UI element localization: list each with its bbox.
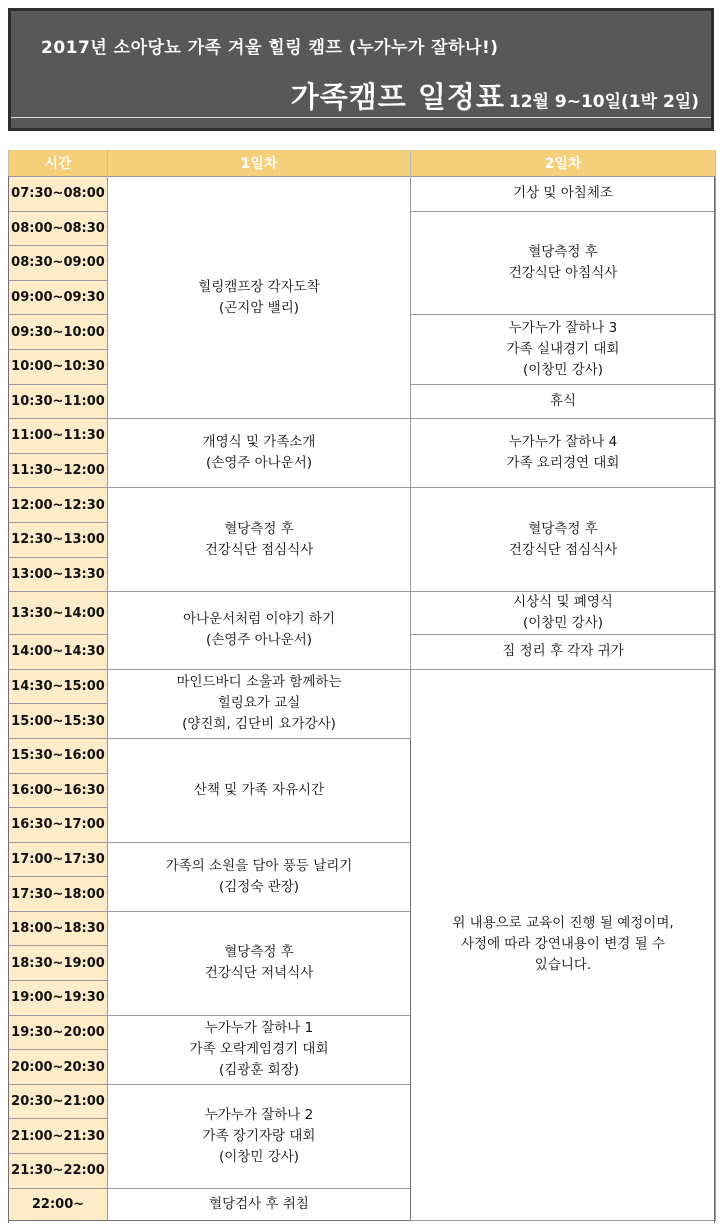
time-slot: 12:30~13:00 — [9, 522, 108, 557]
time-slot: 19:30~20:00 — [9, 1015, 108, 1050]
time-slot: 08:00~08:30 — [9, 211, 108, 246]
time-slot: 22:00~ — [9, 1188, 108, 1220]
time-slot: 15:00~15:30 — [9, 704, 108, 739]
time-slot: 16:30~17:00 — [9, 808, 108, 843]
time-slot: 14:00~14:30 — [9, 635, 108, 670]
day1-event: 가족의 소원을 담아 풍등 날리기 (김정숙 관장) — [108, 842, 411, 911]
time-slot: 19:00~19:30 — [9, 981, 108, 1016]
time-slot: 13:30~14:00 — [9, 592, 108, 635]
day1-event: 개영식 및 가족소개 (손영주 아나운서) — [108, 419, 411, 488]
time-slot: 16:00~16:30 — [9, 773, 108, 808]
day2-event: 기상 및 아침체조 — [411, 177, 716, 212]
camp-dates: 12월 9~10일(1박 2일) — [508, 92, 699, 112]
time-slot: 20:30~21:00 — [9, 1084, 108, 1119]
day1-event: 혈당측정 후 건강식단 저녁식사 — [108, 911, 411, 1015]
day1-event: 마인드바디 소울과 함께하는 힐링요가 교실 (양진희, 김단비 요가강사) — [108, 669, 411, 738]
column-header-day1: 1일차 — [108, 150, 411, 177]
time-slot: 17:00~17:30 — [9, 842, 108, 877]
time-slot: 12:00~12:30 — [9, 488, 108, 523]
day2-event: 누가누가 잘하나 3 가족 실내경기 대회 (이창민 강사) — [411, 315, 716, 384]
time-slot: 09:00~09:30 — [9, 280, 108, 315]
day2-notice: 위 내용으로 교육이 진행 될 예정이며, 사정에 따라 강연내용이 변경 될 수 있습니다. — [411, 669, 716, 1220]
time-slot: 18:00~18:30 — [9, 911, 108, 946]
column-header-time: 시간 — [9, 150, 108, 177]
day2-event: 누가누가 잘하나 4 가족 요리경연 대회 — [411, 419, 716, 488]
day2-event: 혈당측정 후 건강식단 점심식사 — [411, 488, 716, 592]
schedule-table — [8, 150, 716, 1221]
column-header-day2: 2일차 — [411, 150, 716, 177]
day1-event: 누가누가 잘하나 2 가족 장기자랑 대회 (이창민 강사) — [108, 1084, 411, 1188]
camp-title: 2017년 소아당뇨 가족 겨울 힐링 캠프 (누가누가 잘하나!) — [41, 38, 499, 58]
time-slot: 10:30~11:00 — [9, 384, 108, 419]
time-slot: 15:30~16:00 — [9, 738, 108, 773]
schedule-title: 가족캠프 일정표 — [290, 80, 505, 114]
day1-event: 산책 및 가족 자유시간 — [108, 738, 411, 842]
time-slot: 18:30~19:00 — [9, 946, 108, 981]
time-slot: 08:30~09:00 — [9, 246, 108, 281]
day1-event: 혈당검사 후 취침 — [108, 1188, 411, 1220]
day2-event: 혈당측정 후 건강식단 아침식사 — [411, 211, 716, 315]
day1-event: 누가누가 잘하나 1 가족 오락게임경기 대회 (김광훈 회장) — [108, 1015, 411, 1084]
time-slot: 13:00~13:30 — [9, 557, 108, 592]
time-slot: 17:30~18:00 — [9, 877, 108, 912]
header-rule — [11, 117, 711, 118]
time-slot: 11:00~11:30 — [9, 419, 108, 454]
time-slot: 11:30~12:00 — [9, 453, 108, 488]
time-slot: 09:30~10:00 — [9, 315, 108, 350]
schedule-heading — [291, 75, 699, 116]
time-slot: 21:30~22:00 — [9, 1154, 108, 1189]
header-banner — [8, 8, 714, 131]
day2-event: 시상식 및 폐영식 (이창민 강사) — [411, 592, 716, 635]
day1-event: 힐링캠프장 각자도착 (곤지암 밸리) — [108, 177, 411, 419]
time-slot: 21:00~21:30 — [9, 1119, 108, 1154]
time-slot: 20:00~20:30 — [9, 1050, 108, 1085]
time-slot: 14:30~15:00 — [9, 669, 108, 704]
time-slot: 10:00~10:30 — [9, 349, 108, 384]
day1-event: 아나운서처럼 이야기 하기 (손영주 아나운서) — [108, 592, 411, 670]
day1-event: 혈당측정 후 건강식단 점심식사 — [108, 488, 411, 592]
day2-event: 휴식 — [411, 384, 716, 419]
time-slot: 07:30~08:00 — [9, 177, 108, 212]
day2-event: 짐 정리 후 각자 귀가 — [411, 635, 716, 670]
